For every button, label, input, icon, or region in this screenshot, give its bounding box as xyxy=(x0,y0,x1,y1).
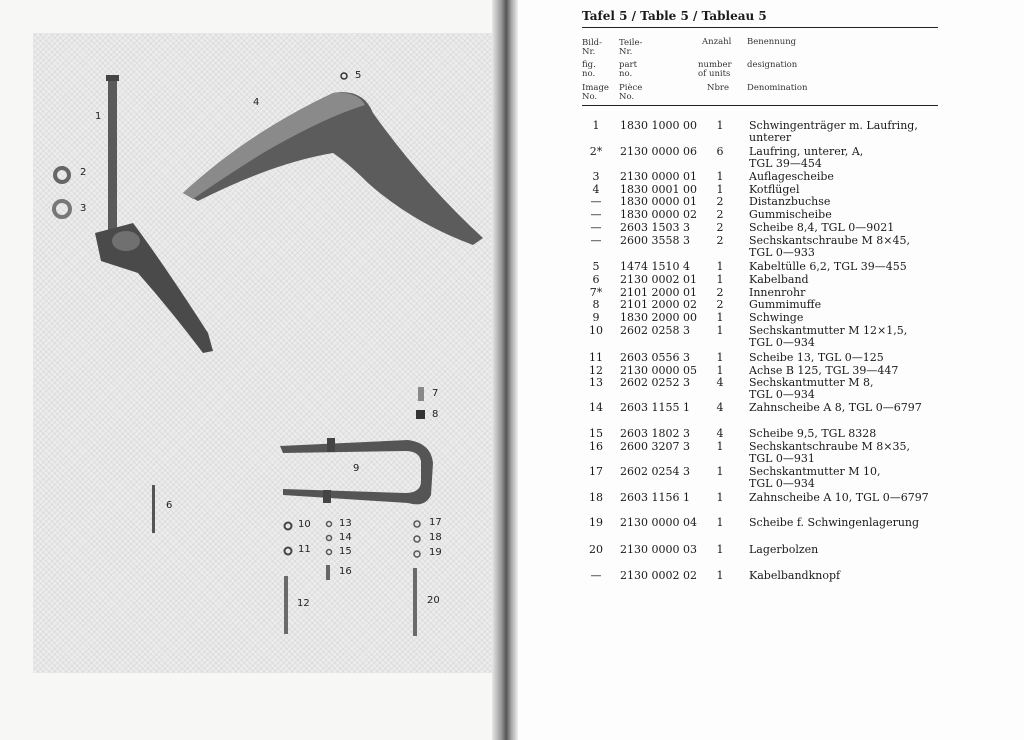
figure-label: 11 xyxy=(298,544,311,555)
figure-label: 14 xyxy=(339,532,352,543)
figure-label: 1 xyxy=(95,111,102,122)
header-fig-de: Bild- Nr. xyxy=(582,38,602,57)
header-qty-fr: Nbre xyxy=(707,83,729,93)
figure-label: 4 xyxy=(253,97,260,108)
header-top-rule xyxy=(582,27,938,28)
left-page xyxy=(0,0,500,740)
part-20-bearing-pin xyxy=(413,568,417,636)
part-4-fender xyxy=(183,92,483,245)
figure-label: 8 xyxy=(432,409,439,420)
header-fig-en: fig. no. xyxy=(582,60,596,79)
figure-label: 10 xyxy=(298,519,311,530)
part-7-inner-tube xyxy=(418,387,424,401)
figure-label: 7 xyxy=(432,388,439,399)
figure-label: 2 xyxy=(80,167,87,178)
figure-label: 5 xyxy=(355,70,362,81)
header-part-en: part no. xyxy=(619,60,637,79)
exploded-view-drawing xyxy=(33,33,495,673)
page-title: Tafel 5 / Table 5 / Tableau 5 xyxy=(582,9,767,23)
figure-label: 19 xyxy=(429,547,442,558)
part-5-grommet xyxy=(341,73,347,79)
header-qty-de: Anzahl xyxy=(702,37,732,47)
parts-illustration xyxy=(33,33,495,673)
header-fig-fr: Image No. xyxy=(582,83,609,102)
figure-label: 13 xyxy=(339,518,352,529)
part-12-axle xyxy=(284,576,288,634)
figure-label: 18 xyxy=(429,532,442,543)
part-8-rubber-sleeve xyxy=(416,410,425,419)
header-part-fr: Pièce No. xyxy=(619,83,643,102)
part-3-washer xyxy=(54,201,70,217)
figure-label: 6 xyxy=(166,500,173,511)
header-part-de: Teile- Nr. xyxy=(619,38,643,57)
part-2-ring xyxy=(55,168,69,182)
book-spine xyxy=(492,0,518,740)
figure-label: 12 xyxy=(297,598,310,609)
figure-label: 17 xyxy=(429,517,442,528)
header-bottom-rule xyxy=(582,105,938,106)
part-6-cable-band xyxy=(152,485,155,533)
figure-label: 3 xyxy=(80,203,87,214)
figure-label: 16 xyxy=(339,566,352,577)
header-name-fr: Denomination xyxy=(747,83,808,93)
figure-label: 20 xyxy=(427,595,440,606)
figure-label: 9 xyxy=(353,463,360,474)
header-qty-en: number of units xyxy=(698,60,732,79)
figure-label: 15 xyxy=(339,546,352,557)
part-1-swingarm-carrier xyxy=(95,75,213,353)
header-name-en: designation xyxy=(747,60,798,70)
header-name-de: Benennung xyxy=(747,37,797,47)
